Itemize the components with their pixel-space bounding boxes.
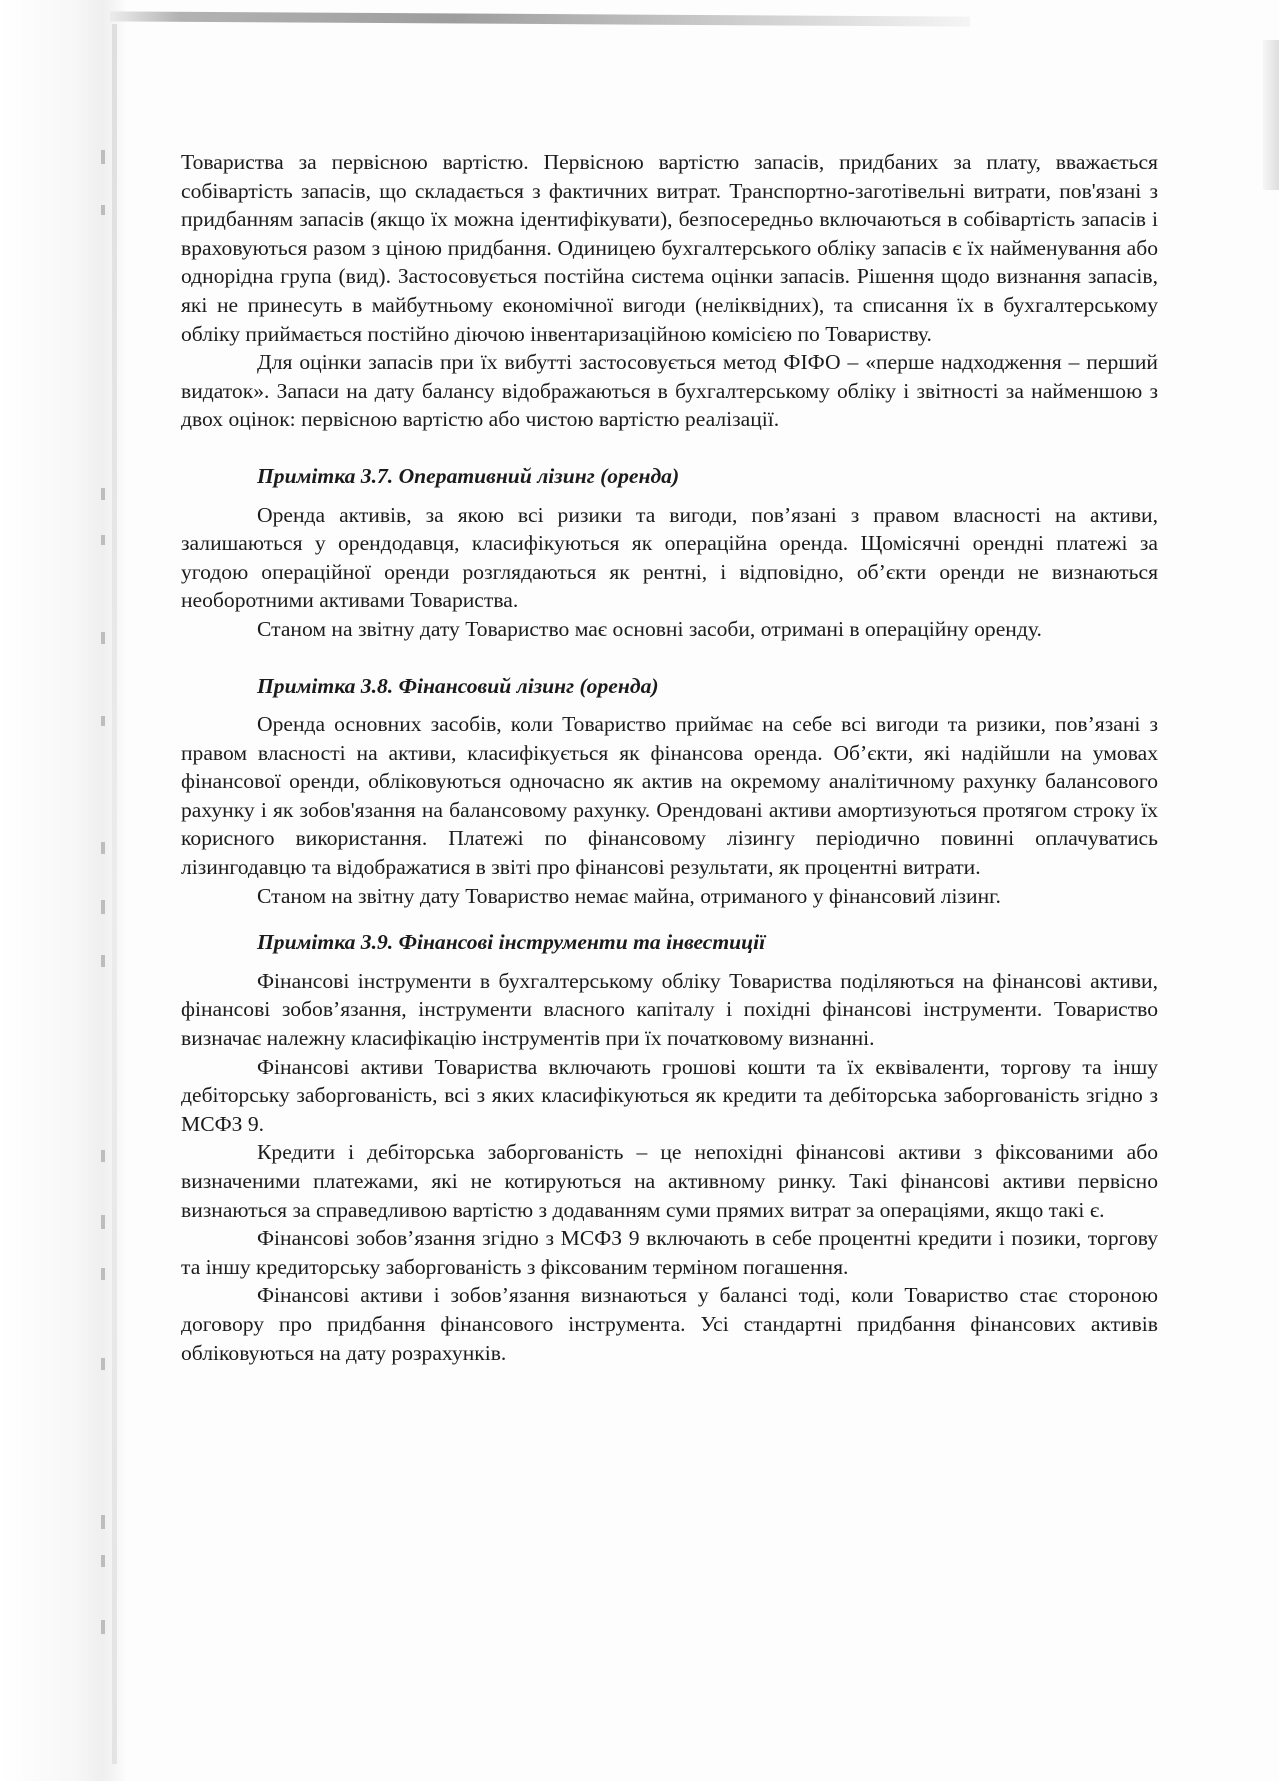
scan-mark — [101, 842, 105, 854]
scan-mark — [101, 205, 105, 215]
scan-mark — [101, 1358, 105, 1370]
paragraph: Оренда активів, за якою всі ризики та вигоди, пов’язані з правом власності на активи, залишаються у орендодавця, класифікуються як операційна оренда. Щомісячні орендні платежі за угодою операційної оренди розглядаються як рентні, і відповідно, об’єкти оренди не визнаються необоротними активами Товариства. — [181, 502, 1158, 613]
paragraph: Фінансові активи і зобов’язання визнаються у балансі тоді, коли Товариство стає стороною договору про придбання фінансового інструмента. Усі стандартні придбання фінансових активів обліковуються на дату розрахунків. — [181, 1283, 1158, 1365]
scan-mark — [101, 1150, 105, 1162]
paragraph: Станом на звітну дату Товариство має основні засоби, отримані в операційну оренду. — [257, 616, 1042, 641]
scan-mark — [101, 1215, 105, 1229]
scan-mark — [101, 488, 105, 500]
section-heading-3-9: Примітка 3.9. Фінансові інструменти та інвестиції — [257, 930, 766, 955]
scan-mark — [101, 900, 105, 914]
scan-mark — [101, 716, 105, 726]
scan-mark — [101, 1515, 105, 1529]
paragraph: Фінансові інструменти в бухгалтерському обліку Товариства поділяються на фінансові активи, фінансові зобов’язання, інструменти власного капіталу і похідні фінансові інструменти. Товариство визначає належну класифікацію інструментів при їх початковому визнанні. — [181, 968, 1158, 1051]
scan-shadow-left — [0, 0, 125, 1781]
scan-mark — [101, 1620, 105, 1634]
scan-mark — [101, 1268, 105, 1280]
section-heading-3-8: Примітка 3.8. Фінансовий лізинг (оренда) — [257, 673, 659, 698]
paragraph: Станом на звітну дату Товариство немає майна, отриманого у фінансовий лізинг. — [257, 883, 1001, 908]
scan-mark — [101, 150, 105, 164]
paragraph: Фінансові активи Товариства включають грошові кошти та їх еквіваленти, торгову та іншу дебіторську заборгованість, всі з яких класифікуються як кредити та дебіторська заборгованість згідно з МСФЗ 9. — [181, 1054, 1158, 1136]
scan-binding-edge — [112, 24, 117, 1764]
document-body — [181, 148, 1158, 1367]
paragraph: Для оцінки запасів при їх вибутті застосовується метод ФІФО – «перше надходження – перший видаток». Запаси на дату балансу відображаються в бухгалтерському обліку і звітності за найменшою з двох оцінок: первісною вартістю або чистою вартістю реалізації. — [181, 350, 1158, 432]
scan-mark — [101, 535, 105, 545]
paragraph: Оренда основних засобів, коли Товариство приймає на себе всі вигоди та ризики, пов’язані з правом власності на активи, класифікується як фінансова оренда. Об’єкти, які надійшли на умовах фінансової оренди, обліковуються одночасно як актив на окремому аналітичному рахунку балансового рахунку і як зобов'язання на балансовому рахунку. Орендовані активи амортизуються протягом строку їх корисного використання. Платежі по фінансовому лізингу періодично повинні оплачуватись лізингодавцю та відображатися в звіті про фінансові результати, як процентні витрати. — [181, 712, 1158, 880]
paragraph: Кредити і дебіторська заборгованість – це непохідні фінансові активи з фіксованими або визначеними платежами, які не котируються на активному ринку. Такі фінансові активи первісно визнаються за справедливою вартістю з додаванням суми прямих витрат за операціями, якщо такі є. — [181, 1140, 1158, 1222]
section-heading-3-7: Примітка 3.7. Оперативний лізинг (оренда) — [257, 463, 680, 488]
scan-mark — [101, 955, 105, 967]
scan-mark — [101, 1555, 105, 1567]
scan-mark — [101, 632, 105, 644]
scan-shadow-right — [1263, 40, 1279, 190]
paragraph: Товариства за первісною вартістю. Первісною вартістю запасів, придбаних за плату, вважається собівартість запасів, що складається з фактичних витрат. Транспортно-заготівельні витрати, пов'язані з придбанням запасів (якщо їх можна ідентифікувати), безпосередньо включаються в собівартість запасів і враховуються разом з ціною придбання. Одиницею бухгалтерського обліку запасів є їх найменування або однорідна група (вид). Застосовується постійна система оцінки запасів. Рішення щодо визнання запасів, які не принесуть в майбутньому економічної вигоди (неліквідних), та списання їх в бухгалтерському обліку приймається постійно діючою інвентаризаційною комісією по Товариству. — [181, 150, 1158, 346]
scan-shadow-top — [110, 11, 970, 26]
paragraph: Фінансові зобов’язання згідно з МСФЗ 9 включають в себе процентні кредити і позики, торгову та іншу кредиторську заборгованість з фіксованим терміном погашення. — [181, 1226, 1158, 1279]
